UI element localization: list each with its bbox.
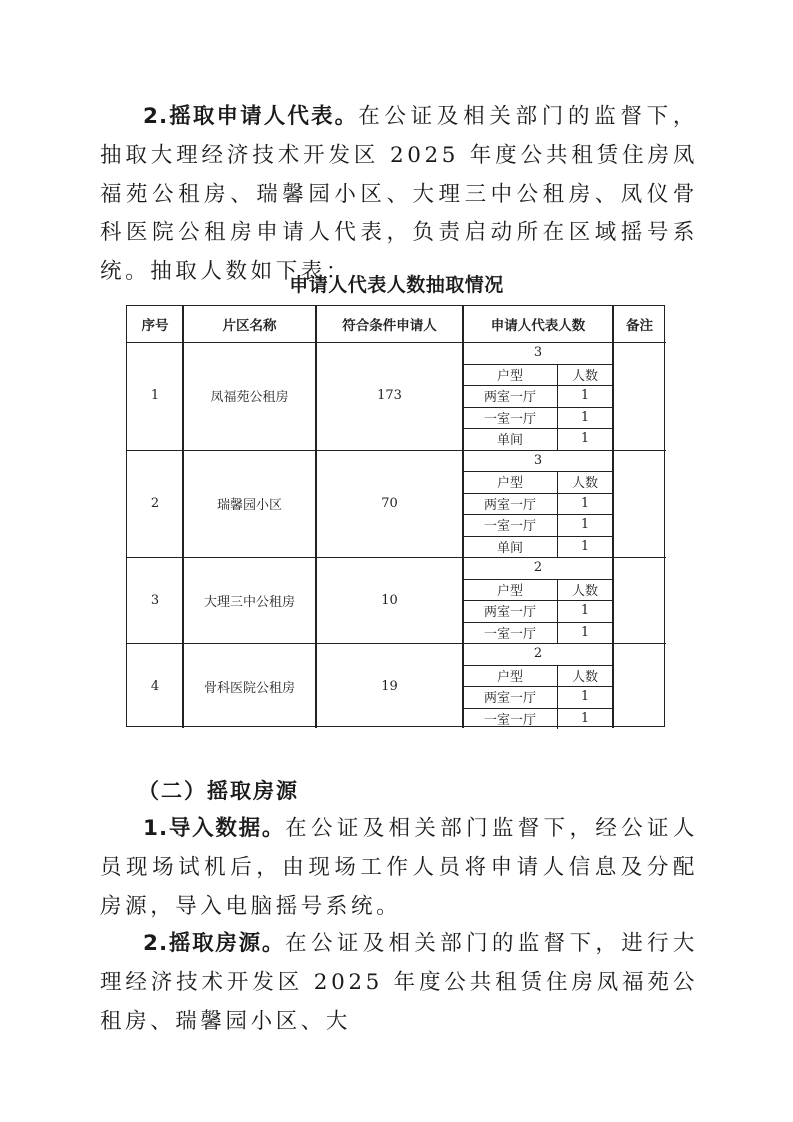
unit-count: 1 xyxy=(580,409,590,425)
unit-type: 单间 xyxy=(496,540,523,556)
paragraph-lead: 1.导入数据。 xyxy=(143,816,286,841)
row-number: 2 xyxy=(150,495,160,511)
table-caption: 申请人代表人数抽取情况 xyxy=(289,274,504,296)
remarks xyxy=(613,342,666,450)
paragraph-draw-housing xyxy=(100,925,698,1041)
paragraph-text: 在公证及相关部门监督下，经公证人员现场试机后，由现场工作人员将申请人信息及分配房源，导入电脑摇号系统。 xyxy=(100,816,698,919)
row-number: 4 xyxy=(150,678,160,694)
unit-type: 两室一厅 xyxy=(483,390,536,406)
representative-count: 3 xyxy=(533,452,543,468)
row-number: 3 xyxy=(150,592,160,608)
eligible-applicants: 173 xyxy=(377,388,402,404)
unit-type: 两室一厅 xyxy=(483,691,536,707)
unit-count: 1 xyxy=(580,431,590,447)
table-header-cell: 片区名称 xyxy=(222,318,277,334)
table-header-cell: 符合条件申请人 xyxy=(342,318,437,334)
table-header-cell: 申请人代表人数 xyxy=(490,318,586,334)
representatives-table xyxy=(126,305,665,727)
unit-type: 一室一厅 xyxy=(483,411,536,427)
paragraph-lead: 2.摇取房源。 xyxy=(143,931,286,956)
unit-count-header: 人数 xyxy=(571,583,598,599)
unit-count: 1 xyxy=(580,710,590,726)
representative-count: 2 xyxy=(533,646,543,662)
unit-type-header: 户型 xyxy=(496,669,523,685)
table-header-cell: 备注 xyxy=(626,318,653,334)
paragraph-import-data xyxy=(100,810,698,926)
district-name: 瑞馨园小区 xyxy=(216,497,282,513)
unit-count: 1 xyxy=(580,624,590,640)
unit-type: 一室一厅 xyxy=(483,519,536,535)
unit-count-header: 人数 xyxy=(571,368,598,384)
unit-type-header: 户型 xyxy=(496,368,523,384)
remarks xyxy=(613,557,666,643)
unit-count: 1 xyxy=(580,388,590,404)
unit-type: 一室一厅 xyxy=(483,626,536,642)
unit-type-header: 户型 xyxy=(496,583,523,599)
section-heading: （二）摇取房源 xyxy=(138,779,299,803)
representative-count: 2 xyxy=(533,560,543,576)
representative-count: 3 xyxy=(533,345,543,361)
unit-count-header: 人数 xyxy=(571,476,598,492)
table-header-cell: 序号 xyxy=(141,318,169,334)
paragraph-text: 在公证及相关部门的监督下，抽取大理经济技术开发区 2025 年度公共租赁住房凤福苑公租房、瑞馨园小区、大理三中公租房、凤仪骨科医院公租房申请人代表，负责启动所在区域摇号系统。抽取人数如下表： xyxy=(100,104,698,285)
remarks xyxy=(613,450,666,558)
unit-count-header: 人数 xyxy=(571,669,598,685)
unit-type: 两室一厅 xyxy=(483,605,536,621)
unit-type: 两室一厅 xyxy=(483,497,536,513)
paragraph-lead: 2.摇取申请人代表。 xyxy=(143,104,359,129)
remarks xyxy=(613,643,666,729)
unit-count: 1 xyxy=(580,603,590,619)
unit-count: 1 xyxy=(580,689,590,705)
paragraph-text: 在公证及相关部门的监督下，进行大理经济技术开发区 2025 年度公共租赁住房凤福苑公租房、瑞馨园小区、大 xyxy=(100,931,698,1034)
eligible-applicants: 70 xyxy=(381,495,398,511)
unit-count: 1 xyxy=(580,538,590,554)
unit-type-header: 户型 xyxy=(496,476,523,492)
eligible-applicants: 19 xyxy=(381,678,398,694)
unit-type: 单间 xyxy=(496,433,523,449)
district-name: 凤福苑公租房 xyxy=(210,390,289,406)
eligible-applicants: 10 xyxy=(381,592,398,608)
paragraph-draw-representatives xyxy=(100,98,698,292)
unit-count: 1 xyxy=(580,517,590,533)
unit-count: 1 xyxy=(580,495,590,511)
district-name: 骨科医院公租房 xyxy=(203,680,295,696)
district-name: 大理三中公租房 xyxy=(203,594,295,610)
unit-type: 一室一厅 xyxy=(483,712,536,728)
row-number: 1 xyxy=(150,388,160,404)
